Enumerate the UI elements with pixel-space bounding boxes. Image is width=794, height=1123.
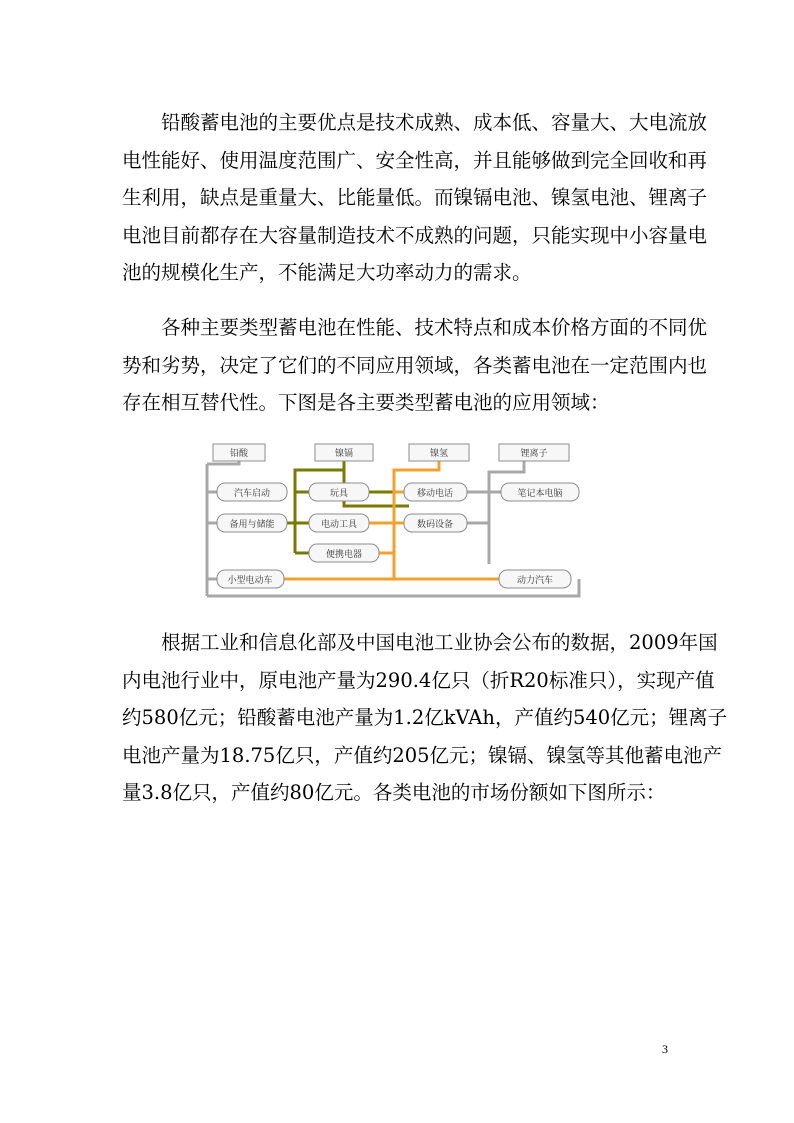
mobile-phone-label: 移动电话 bbox=[416, 489, 454, 499]
text-line: 存在相互替代性。下图是各主要类型蓄电池的应用领域： bbox=[122, 391, 610, 415]
li-ion-label: 锂离子 bbox=[520, 449, 548, 459]
paragraph-production-data bbox=[122, 624, 728, 812]
nicd-label: 镍镉 bbox=[334, 449, 354, 459]
page-number: 3 bbox=[662, 1042, 668, 1056]
laptop-label: 笔记本电脑 bbox=[517, 489, 563, 499]
backup-storage-label: 备用与储能 bbox=[229, 520, 275, 530]
text-line: 内电池行业中，原电池产量为290.4亿只（折R20标准只），实现产值 bbox=[122, 668, 715, 692]
lead-acid-label: 铅酸 bbox=[229, 449, 249, 459]
text-line: 铅酸蓄电池的主要优点是技术成熟、成本低、容量大、大电流放 bbox=[161, 111, 708, 134]
portable-appliances-label: 便携电器 bbox=[325, 550, 363, 560]
text-line: 约580亿元；铅酸蓄电池产量为1.2亿kVAh，产值约540亿元；锂离子 bbox=[122, 706, 728, 730]
digital-devices-label: 数码设备 bbox=[416, 520, 454, 530]
car-start-label: 汽车启动 bbox=[233, 489, 271, 499]
power-vehicle-label: 动力汽车 bbox=[516, 576, 554, 586]
paragraph-battery-advantages bbox=[122, 104, 708, 292]
text-line: 池的规模化生产，不能满足大功率动力的需求。 bbox=[122, 261, 532, 285]
text-line: 量3.8亿只，产值约80亿元。各类电池的市场份额如下图所示： bbox=[122, 781, 666, 805]
text-line: 电池产量为18.75亿只，产值约205亿元；镍镉、镍氢等其他蓄电池产 bbox=[122, 743, 723, 767]
text-line: 电性能好、使用温度范围广、安全性高，并且能够做到完全回收和再 bbox=[122, 148, 708, 172]
power-tools-label: 电动工具 bbox=[320, 520, 358, 530]
text-line: 生利用，缺点是重量大、比能量低。而镍镉电池、镍氢电池、锂离子 bbox=[122, 186, 708, 210]
paragraph-application-fields bbox=[122, 309, 708, 422]
battery-application-diagram bbox=[199, 436, 589, 604]
toys-label: 玩具 bbox=[329, 489, 349, 499]
text-line: 各种主要类型蓄电池在性能、技术特点和成本价格方面的不同优 bbox=[161, 316, 708, 339]
small-ev-label: 小型电动车 bbox=[227, 576, 273, 586]
text-line: 势和劣势，决定了它们的不同应用领域，各类蓄电池在一定范围内也 bbox=[122, 353, 708, 377]
text-line: 根据工业和信息化部及中国电池工业协会公布的数据，2009年国 bbox=[161, 631, 718, 654]
nimh-label: 镍氢 bbox=[429, 449, 449, 459]
text-line: 电池目前都存在大容量制造技术不成熟的问题，只能实现中小容量电 bbox=[122, 223, 708, 247]
